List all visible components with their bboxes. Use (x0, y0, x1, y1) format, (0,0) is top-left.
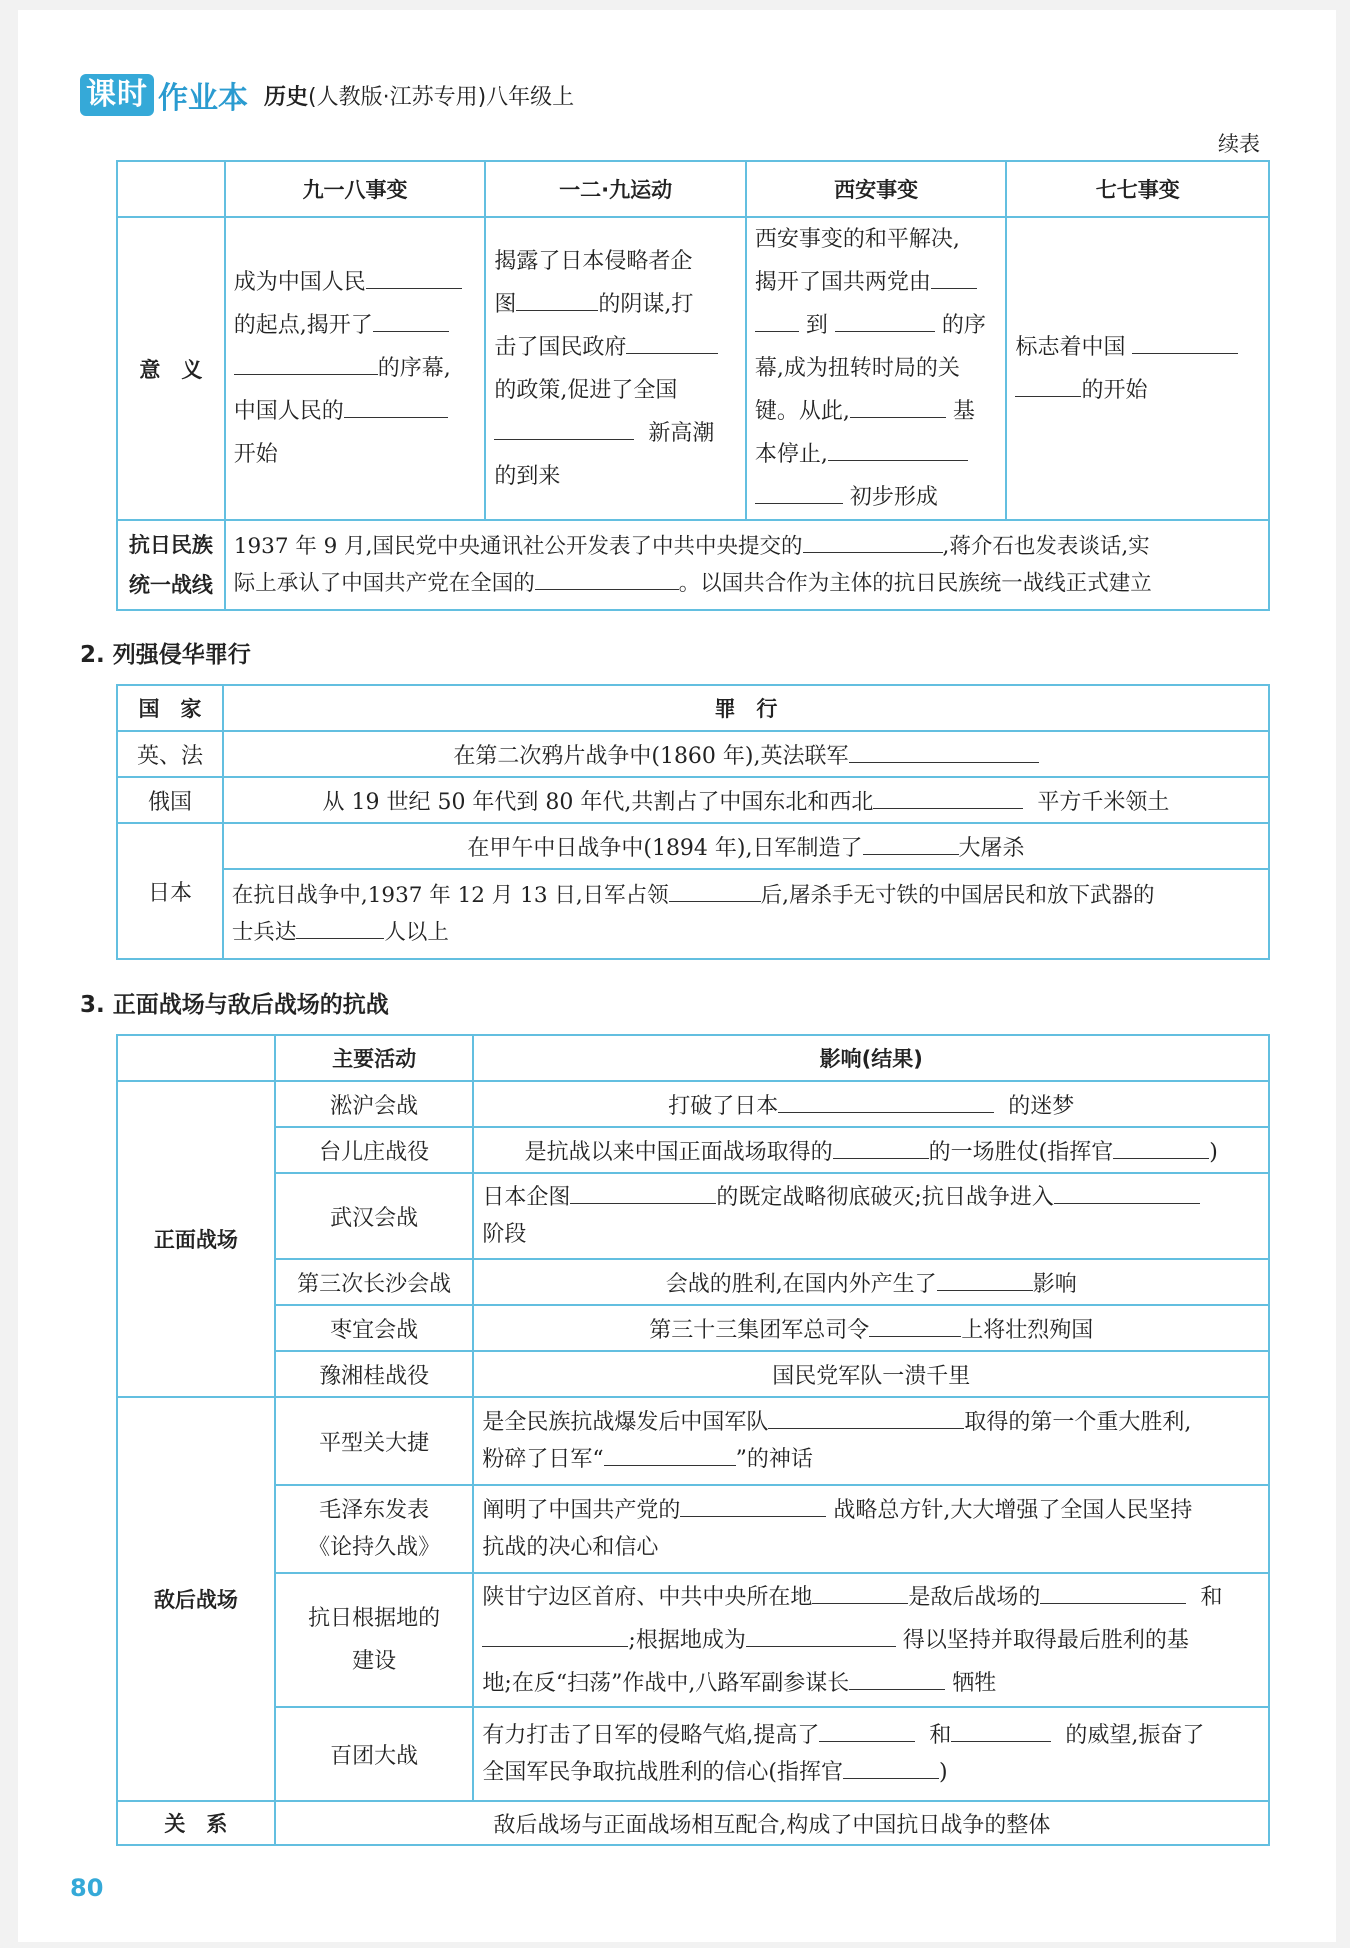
effect-pingxingguan: 是全民族抗战爆发后中国军队 取得的第一个重大胜利, 粉碎了日军“ ”的神话 (473, 1397, 1269, 1485)
header-77: 七七事变 (1006, 161, 1269, 217)
country-russia: 俄国 (117, 777, 223, 823)
subject: 历史 (264, 84, 309, 110)
cell-united-front: 1937 年 9 月,国民党中央通讯社公开发表了中共中央提交的 ,蒋介石也发表谈话,实 际上承认了中国共产党在全国的 。以国共合作为主体的抗日民族统一战线正式建立 (225, 520, 1269, 610)
effect-songhu: 打破了日本 的迷梦 (473, 1081, 1269, 1127)
page-number: 80 (70, 1874, 104, 1902)
activity-pingxingguan: 平型关大捷 (275, 1397, 474, 1485)
battlefield-table (116, 1034, 1270, 1846)
continued-label: 续表 (1218, 132, 1260, 156)
activity-zaoyi: 枣宜会战 (275, 1305, 474, 1351)
header-918: 九一八事变 (225, 161, 486, 217)
logo (80, 73, 248, 117)
page-header (80, 72, 574, 118)
effect-taierzhuang: 是抗战以来中国正面战场取得的 的一场胜仗(指挥官 ) (473, 1127, 1269, 1173)
relation-label: 关 系 (117, 1801, 275, 1845)
country-britain-france: 英、法 (117, 731, 223, 777)
header-xian: 西安事变 (746, 161, 1007, 217)
crime-britain-france: 在第二次鸦片战争中(1860 年),英法联军 (223, 731, 1269, 777)
cell-918: 成为中国人民 的起点,揭开了 的序幕, 中国人民的 开始 (225, 217, 486, 520)
relation-text: 敌后战场与正面战场相互配合,构成了中国抗日战争的整体 (275, 1801, 1269, 1845)
activity-wuhan: 武汉会战 (275, 1173, 474, 1259)
header-empty-3 (117, 1035, 275, 1081)
country-japan: 日本 (117, 823, 223, 959)
cell-129: 揭露了日本侵略者企 图 的阴谋,打 击了国民政府 的政策,促进了全国 新高潮 的到来 (485, 217, 746, 520)
header-activity: 主要活动 (275, 1035, 474, 1081)
effect-chijiu: 阐明了中国共产党的 战略总方针,大大增强了全国人民坚持 抗战的决心和信心 (473, 1485, 1269, 1573)
header-effect: 影响(结果) (473, 1035, 1269, 1081)
book-subtitle (264, 80, 574, 111)
activity-yuxianggui: 豫湘桂战役 (275, 1351, 474, 1397)
front-battlefield-label: 正面战场 (117, 1081, 275, 1397)
effect-changsha: 会战的胜利,在国内外产生了 影响 (473, 1259, 1269, 1305)
row-label-significance: 意 义 (117, 217, 225, 520)
header-129: 一二·九运动 (485, 161, 746, 217)
activity-chijiu: 毛泽东发表 《论持久战》 (275, 1485, 474, 1573)
effect-genjudi: 陕甘宁边区首府、中共中央所在地 是敌后战场的 和 ;根据地成为 得以坚持并取得最后胜利的基 地;在反“扫荡”作战中,八路军副参谋长 牺牲 (473, 1573, 1269, 1707)
rear-battlefield-label: 敌后战场 (117, 1397, 275, 1801)
crime-russia: 从 19 世纪 50 年代到 80 年代,共割占了中国东北和西北 平方千米领土 (223, 777, 1269, 823)
activity-taierzhuang: 台儿庄战役 (275, 1127, 474, 1173)
logo-text: 作业本 (158, 81, 248, 116)
effect-baituan: 有力打击了日军的侵略气焰,提高了 和 的威望,振奋了 全国军民争取抗战胜利的信心(指挥官 ) (473, 1707, 1269, 1801)
crime-japan-1937: 在抗日战争中,1937 年 12 月 13 日,日军占领 后,屠杀手无寸铁的中国居民和放下武器的 士兵达 人以上 (223, 869, 1269, 959)
activity-baituan: 百团大战 (275, 1707, 474, 1801)
section-3-title: 3. 正面战场与敌后战场的抗战 (80, 992, 389, 1018)
activity-genjudi: 抗日根据地的 建设 (275, 1573, 474, 1707)
cell-77: 标志着中国 的开始 (1006, 217, 1269, 520)
crimes-table (116, 684, 1270, 960)
row-label-united-front: 抗日民族统一战线 (117, 520, 225, 610)
crime-japan-1894: 在甲午中日战争中(1894 年),日军制造了 大屠杀 (223, 823, 1269, 869)
header-empty (117, 161, 225, 217)
activity-changsha: 第三次长沙会战 (275, 1259, 474, 1305)
header-country: 国 家 (117, 685, 223, 731)
activity-songhu: 淞沪会战 (275, 1081, 474, 1127)
section-2-title: 2. 列强侵华罪行 (80, 642, 251, 668)
effect-yuxianggui: 国民党军队一溃千里 (473, 1351, 1269, 1397)
cell-xian: 西安事变的和平解决, 揭开了国共两党由 到 的序 幕,成为扭转时局的关 键。从此, 基 本停止, 初步形成 (746, 217, 1007, 520)
logo-mark: 课时 (80, 74, 154, 116)
header-crime: 罪 行 (223, 685, 1269, 731)
edition: (人教版·江苏专用)八年级上 (308, 84, 575, 110)
effect-zaoyi: 第三十三集团军总司令 上将壮烈殉国 (473, 1305, 1269, 1351)
effect-wuhan: 日本企图 的既定战略彻底破灭;抗日战争进入 阶段 (473, 1173, 1269, 1259)
events-table (116, 160, 1270, 611)
